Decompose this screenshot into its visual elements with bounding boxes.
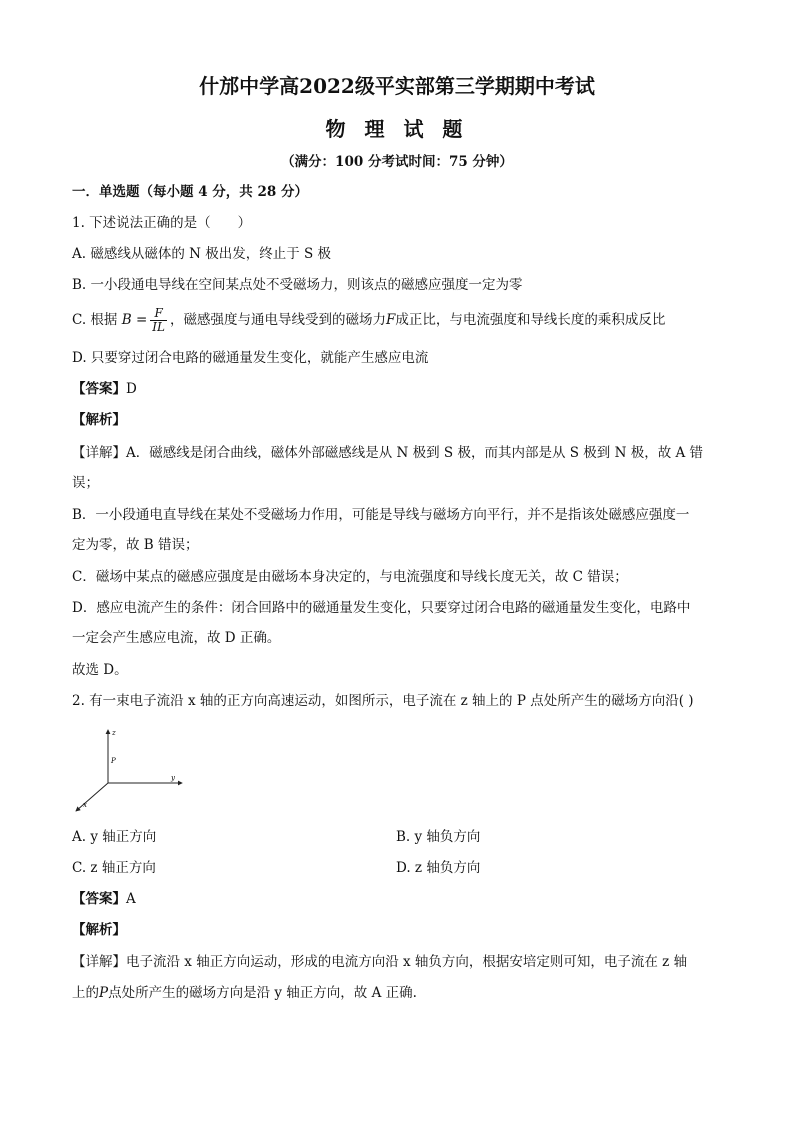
q1-answer <box>72 380 137 398</box>
x-axis-label: x <box>83 801 87 809</box>
q2-detail-line-2 <box>72 984 417 1002</box>
q1-answer-label: 【答案】 <box>72 381 126 397</box>
exam-title: 什邡中学高2022级平实部第三学期期中考试 <box>199 74 595 98</box>
q2-option-a: A. y 轴正方向 <box>72 829 157 845</box>
x-axis <box>76 783 108 811</box>
point-p-label: P <box>111 757 116 765</box>
q1-option-c-prefix: C. 根据 <box>72 312 118 328</box>
q1-formula-fraction <box>150 307 167 334</box>
q1-option-c-var: F <box>385 312 396 328</box>
q1-detail-line: 误； <box>72 475 99 491</box>
q1-option-a: A. 磁感线从磁体的 N 极出发，终止于 S 极 <box>72 246 332 262</box>
q1-option-c-suffix-1: ，磁感强度与通电导线受到的磁场力 <box>169 312 386 328</box>
exam-subject: 物 理 试 题 <box>325 117 469 141</box>
q1-conclusion: 故选 D。 <box>72 662 128 678</box>
y-axis-label: y <box>171 774 175 782</box>
q2-analysis-label: 【解析】 <box>72 922 126 938</box>
q2-answer-label: 【答案】 <box>72 891 126 907</box>
q2-option-d: D. z 轴负方向 <box>396 860 481 876</box>
q2-detail-var: P <box>99 985 109 1001</box>
q1-detail-line: B．一小段通电直导线在某处不受磁场力作用，可能是导线与磁场方向平行，并不是指该处磁感应强度一 <box>72 507 690 523</box>
q2-stem: 2. 有一束电子流沿 x 轴的正方向高速运动，如图所示，电子流在 z 轴上的 P 点处所产生的磁场方向沿( ) <box>72 693 694 709</box>
q1-option-d: D. 只要穿过闭合电路的磁通量发生变化，就能产生感应电流 <box>72 350 429 366</box>
q1-option-c <box>72 306 665 334</box>
section-heading: 一．单选题（每小题 4 分，共 28 分） <box>72 184 308 200</box>
axis-figure <box>70 725 190 815</box>
q2-detail-text: 点处所产生的磁场方向是沿 y 轴正方向，故 A 正确. <box>108 985 417 1001</box>
q1-detail-line: 定为零，故 B 错误； <box>72 537 199 553</box>
q2-detail-line: 【详解】电子流沿 x 轴正方向运动，形成的电流方向沿 x 轴负方向，根据安培定则可知，电子流在 z 轴 <box>72 954 688 970</box>
q2-option-c: C. z 轴正方向 <box>72 860 156 876</box>
q2-answer <box>72 890 136 908</box>
q1-formula-denominator: IL <box>152 320 165 334</box>
q1-detail-line: D．感应电流产生的条件：闭合回路中的磁通量发生变化，只要穿过闭合电路的磁通量发生变化，电路中 <box>72 600 691 616</box>
q1-option-c-suffix-2: 成正比，与电流强度和导线长度的乘积成反比 <box>395 312 666 328</box>
q1-formula-lhs: B = <box>121 312 148 328</box>
q2-option-b: B. y 轴负方向 <box>396 829 481 845</box>
q1-stem: 1. 下述说法正确的是（ ） <box>72 215 252 231</box>
q1-option-b: B. 一小段通电导线在空间某点处不受磁场力，则该点的磁感应强度一定为零 <box>72 277 523 293</box>
q2-detail-text: 上的 <box>72 985 99 1001</box>
q1-detail-line: 一定会产生感应电流，故 D 正确。 <box>72 630 281 646</box>
q1-formula-numerator: F <box>150 307 167 321</box>
z-axis-label: z <box>112 729 116 737</box>
q1-detail-line: C．磁场中某点的磁感应强度是由磁场本身决定的，与电流强度和导线长度无关，故 C 错误； <box>72 569 628 585</box>
q1-detail-line: 【详解】A．磁感线是闭合曲线，磁体外部磁感线是从 N 极到 S 极，而其内部是从 S 极到 N 极，故 A 错 <box>72 445 704 461</box>
q1-analysis-label: 【解析】 <box>72 412 126 428</box>
exam-meta: （满分：100 分考试时间：75 分钟） <box>281 154 513 170</box>
q2-answer-value: A <box>126 891 136 907</box>
q1-answer-value: D <box>126 381 137 397</box>
